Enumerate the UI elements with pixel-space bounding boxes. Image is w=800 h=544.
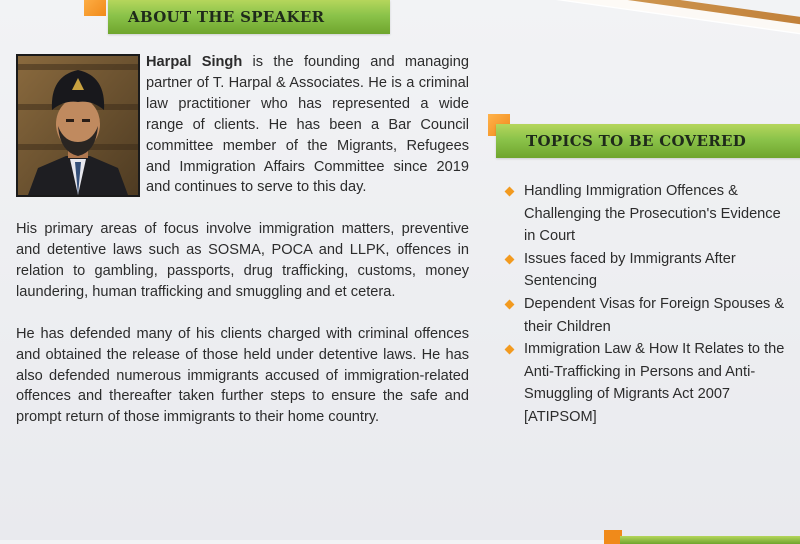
diamond-bullet-icon	[505, 345, 515, 355]
diamond-bullet-icon	[505, 300, 515, 310]
bottom-green-bar	[620, 536, 800, 544]
heading-accent-square	[84, 0, 106, 16]
speaker-photo	[16, 54, 140, 197]
bio-intro-text: is the founding and managing partner of T. Harpal & Associates. He is a criminal law practitioner who has represented a wide range of clients. He has been a Bar Council committee member of the Migrants, Refugees and Immigration Affairs Committee since 2019 and continues to serve to this day.	[146, 54, 469, 196]
speaker-bio	[16, 52, 469, 449]
bio-paragraph-3: He has defended many of his clients charged with criminal offences and obtained the release of those held under detentive laws. He has also defended numerous immigrants accused of immigration-related offences and thereafter taken further steps to ensure the safe and prompt return of those immigrants to their home country.	[16, 325, 469, 426]
topic-item: Immigration Law & How It Relates to the Anti-Trafficking in Persons and Anti-Smuggling of Migrants Act 2007 [ATIPSOM]	[504, 338, 794, 428]
topic-item: Dependent Visas for Foreign Spouses & their Children	[504, 293, 794, 338]
bio-paragraph-2: His primary areas of focus involve immigration matters, preventive and detentive laws such as SOSMA, POCA and LLPK, offences in relation to gambling, passports, drug trafficking, customs, money laundering, human trafficking and smuggling and et cetera.	[16, 221, 469, 300]
topic-item: Issues faced by Immigrants After Sentencing	[504, 248, 794, 293]
diamond-bullet-icon	[505, 254, 515, 264]
speaker-name: Harpal Singh	[146, 54, 243, 70]
diamond-bullet-icon	[505, 187, 515, 197]
topics-heading: TOPICS TO BE COVERED	[496, 124, 800, 158]
topic-item: Handling Immigration Offences & Challenging the Prosecution's Evidence in Court	[504, 180, 794, 248]
topics-list	[504, 180, 794, 429]
about-speaker-heading: ABOUT THE SPEAKER	[108, 0, 390, 34]
decorative-stripe-white	[501, 0, 800, 40]
